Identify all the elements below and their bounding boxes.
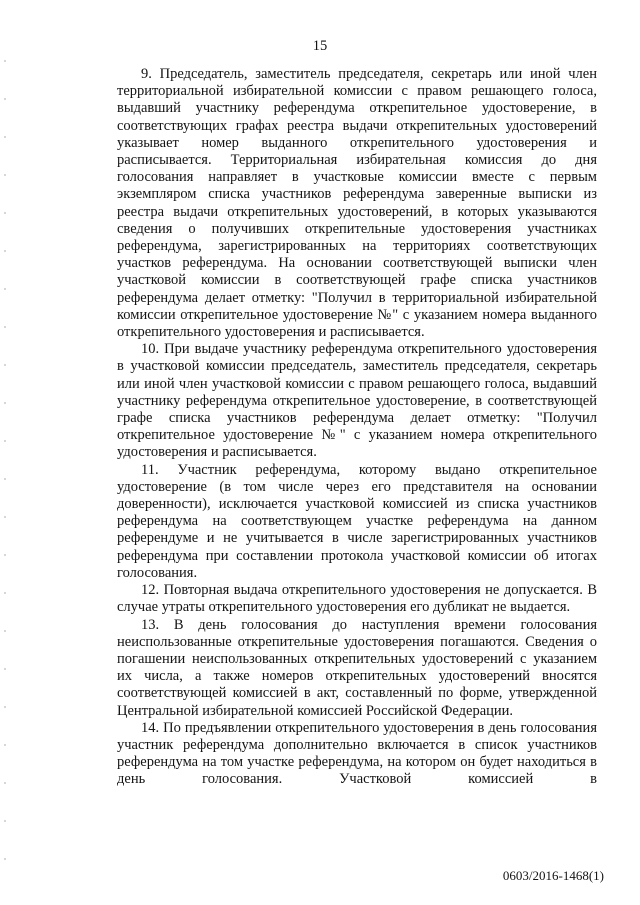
paragraph-9: 9. Председатель, заместитель председателя, секретарь или иной член территориальной избирательной комиссии с правом решающего голоса, выдавший участнику референдума открепительное удостоверение, в соответствующих графах реестра выдачи открепительных удостоверений указывает номер выданного открепительного удостоверения и расписывается. Территориальная избирательная комиссия до дня голосования направляет в участковые комиссии вместе с первым экземпляром списка участников референдума заверенные выписки из реестра выдачи открепительных удостоверений, в которых указываются сведения о получивших открепительные удостоверения участниках референдума, зарегистрированных на территориях соответствующих участков референдума. На основании соответствующей выписки член участковой комиссии в соответствующей графе списка участников референдума делает отметку: "Получил в территориальной избирательной комиссии открепительное удостоверение №" с указанием номера выданного открепительного удостоверения и расписывается. bbox=[117, 66, 597, 341]
paragraph-13: 13. В день голосования до наступления времени голосования неиспользованные открепительные удостоверения погашаются. Сведения о погашении неиспользованных открепительных удостоверений с указанием их числа, а также номеров открепительных удостоверений вносятся соответствующей комиссией в акт, составленный по форме, утвержденной Центральной избирательной комиссией Российской Федерации. bbox=[117, 616, 597, 719]
document-code: 0603/2016-1468(1) bbox=[502, 868, 604, 883]
binding-margin-marks bbox=[4, 60, 6, 860]
page-number: 15 bbox=[312, 38, 328, 54]
document-body bbox=[117, 66, 597, 789]
paragraph-11: 11. Участник референдума, которому выдано открепительное удостоверение (в том числе через его представителя на основании доверенности), исключается участковой комиссией из списка участников референдума на соответствующем участке референдума на данном референдуме и не учитывается в числе зарегистрированных участников референдума при составлении протокола участковой комиссии об итогах голосования. bbox=[117, 461, 597, 581]
paragraph-14: 14. По предъявлении открепительного удостоверения в день голосования участник референдума дополнительно включается в список участников референдума на том участке референдума, на котором он будет находиться в день голосования. Участковой комиссией в bbox=[117, 719, 597, 788]
paragraph-12: 12. Повторная выдача открепительного удостоверения не допускается. В случае утраты открепительного удостоверения его дубликат не выдается. bbox=[117, 582, 597, 616]
paragraph-10: 10. При выдаче участнику референдума открепительного удостоверения в участковой комиссии председатель, заместитель председателя, секретарь или иной член участковой комиссии с правом решающего голоса, выдавший участнику референдума открепительное удостоверение, в соответствующей графе списка участников референдума делает отметку: "Получил открепительное удостоверение №" с указанием номера открепительного удостоверения и расписывается. bbox=[117, 341, 597, 461]
